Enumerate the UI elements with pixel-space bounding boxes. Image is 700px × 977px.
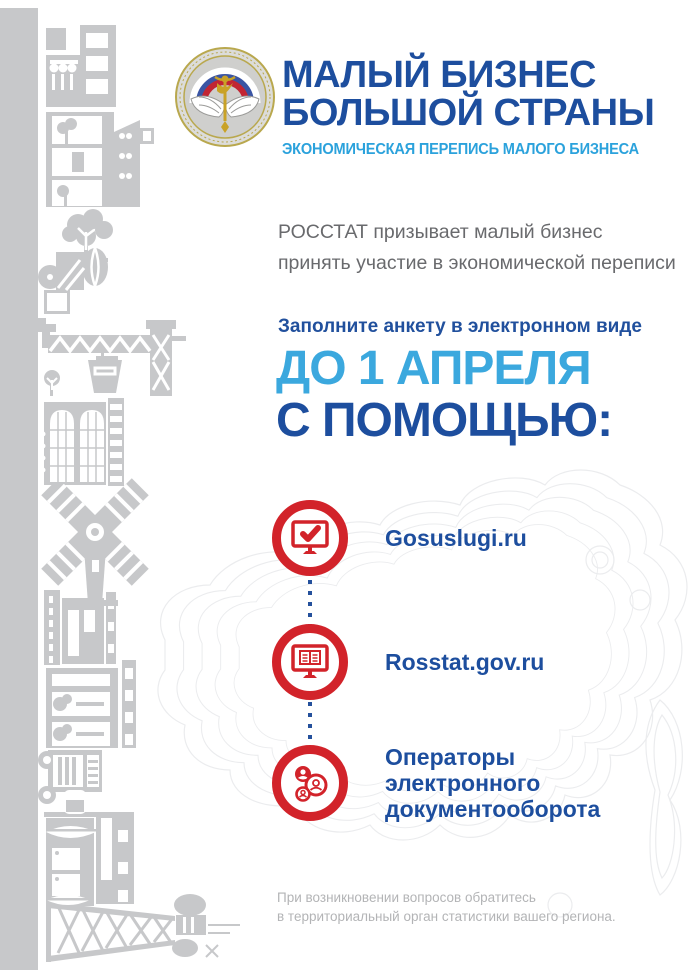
intro-line2: принять участие в экономической переписи bbox=[278, 252, 676, 274]
footer-line2: в территориальный орган статистики вашего региона. bbox=[277, 909, 616, 924]
title-line1: МАЛЫЙ БИЗНЕС bbox=[282, 54, 596, 96]
channel-gosuslugi bbox=[272, 500, 527, 576]
intro-text bbox=[278, 217, 676, 279]
network-users-icon bbox=[288, 761, 332, 805]
cta-deadline: ДО 1 АПРЕЛЯ bbox=[276, 342, 591, 395]
poster-subtitle: ЭКОНОМИЧЕСКАЯ ПЕРЕПИСЬ МАЛОГО БИЗНЕСА bbox=[282, 141, 639, 158]
rosstat-emblem bbox=[175, 47, 275, 147]
channel-edo-operators bbox=[272, 744, 620, 822]
red-ring bbox=[272, 500, 348, 576]
channel-rosstat bbox=[272, 624, 544, 700]
cta-suffix: С ПОМОЩЬЮ: bbox=[276, 394, 613, 447]
red-ring bbox=[272, 745, 348, 821]
monitor-check-icon bbox=[289, 518, 331, 558]
channel-label-rosstat[interactable]: Rosstat.gov.ru bbox=[385, 649, 545, 675]
footer-line1: При возникновении вопросов обратитесь bbox=[277, 890, 536, 905]
intro-line1: РОССТАТ призывает малый бизнес bbox=[278, 221, 603, 243]
channel-label-edo-operators: Операторы электронного документооборота bbox=[385, 744, 601, 822]
title-line2: БОЛЬШОЙ СТРАНЫ bbox=[282, 92, 655, 134]
dotted-connector bbox=[308, 580, 312, 628]
cta-lead: Заполните анкету в электронном виде bbox=[278, 316, 642, 337]
monitor-ledger-icon bbox=[289, 642, 331, 682]
red-ring bbox=[272, 624, 348, 700]
channel-label-gosuslugi[interactable]: Gosuslugi.ru bbox=[385, 525, 527, 551]
poster-title bbox=[282, 56, 654, 132]
footer-note bbox=[277, 888, 616, 926]
dotted-connector bbox=[308, 702, 312, 750]
